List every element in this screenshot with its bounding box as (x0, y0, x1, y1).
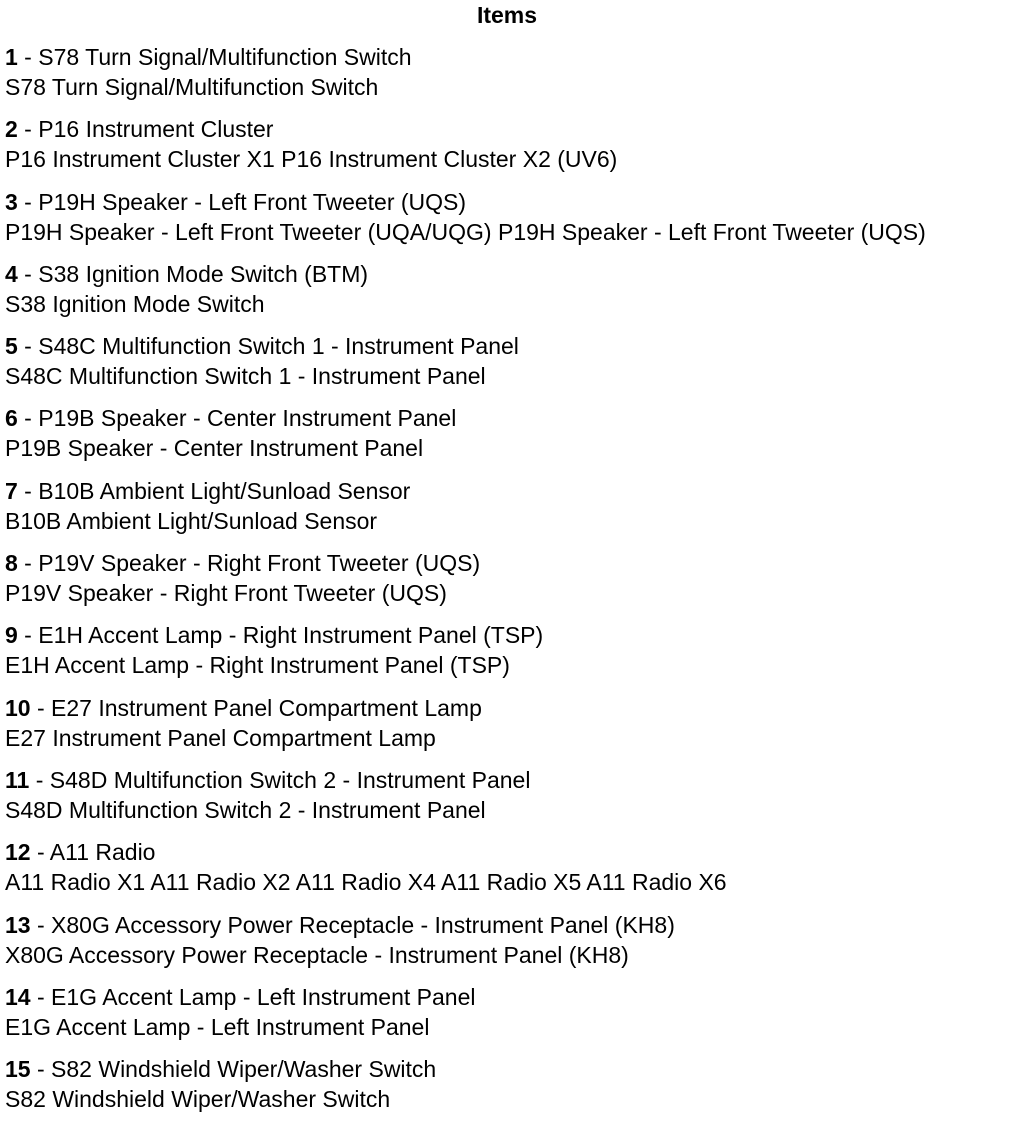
item-number: 15 (5, 1056, 31, 1083)
list-item (5, 187, 1020, 259)
item-title: X80G Accessory Power Receptacle - Instrument Panel (KH8) (51, 911, 675, 938)
item-detail: S38 Ignition Mode Switch (5, 290, 265, 317)
item-title-line (5, 693, 1020, 723)
items-heading: Items (476, 2, 538, 28)
item-separator: - (17, 44, 39, 70)
item-number: 12 (5, 839, 31, 866)
item-number: 8 (5, 550, 18, 577)
item-detail: S78 Turn Signal/Multifunction Switch (5, 74, 379, 100)
list-item (5, 982, 1020, 1054)
item-separator: - (30, 911, 52, 938)
list-item (5, 910, 1020, 982)
item-separator: - (17, 188, 39, 215)
item-title-line (5, 982, 1020, 1012)
item-detail: A11 Radio X1 A11 Radio X2 A11 Radio X4 A11 Radio X5 A11 Radio X6 (5, 869, 727, 896)
item-detail: P19H Speaker - Left Front Tweeter (UQA/UQG) P19H Speaker - Left Front Tweeter (UQS) (5, 218, 926, 245)
item-number: 1 (5, 44, 18, 70)
item-detail: E1G Accent Lamp - Left Instrument Panel (5, 1013, 430, 1040)
list-item (5, 765, 1020, 837)
item-detail: P19B Speaker - Center Instrument Panel (5, 435, 424, 462)
item-title-line (5, 837, 1020, 867)
item-detail: E27 Instrument Panel Compartment Lamp (5, 724, 436, 751)
list-item (5, 259, 1020, 331)
item-separator: - (17, 333, 39, 360)
list-item (5, 114, 1020, 186)
item-separator: - (17, 550, 39, 577)
item-number: 11 (5, 766, 30, 793)
item-number: 2 (5, 116, 18, 143)
item-title-line (5, 765, 1020, 795)
list-item (5, 42, 1020, 114)
item-title: E1G Accent Lamp - Left Instrument Panel (51, 983, 476, 1010)
item-detail: P19V Speaker - Right Front Tweeter (UQS) (5, 580, 447, 607)
item-title-line (5, 187, 1020, 217)
item-number: 5 (5, 333, 18, 360)
item-title-line (5, 114, 1020, 144)
item-separator: - (30, 694, 52, 721)
item-title: S82 Windshield Wiper/Washer Switch (51, 1056, 437, 1083)
list-item (5, 403, 1020, 475)
item-title-line (5, 1054, 1020, 1084)
item-separator: - (17, 116, 39, 143)
item-title-line (5, 548, 1020, 578)
item-title-line (5, 620, 1020, 650)
item-separator: - (30, 983, 52, 1010)
item-title-line (5, 476, 1020, 506)
item-title-line (5, 403, 1020, 433)
item-title-line (5, 331, 1020, 361)
item-title: S78 Turn Signal/Multifunction Switch (38, 44, 412, 70)
item-detail: B10B Ambient Light/Sunload Sensor (5, 507, 378, 534)
item-title: A11 Radio (49, 839, 156, 866)
item-title: P19V Speaker - Right Front Tweeter (UQS) (38, 550, 481, 577)
item-title: S48C Multifunction Switch 1 - Instrument Panel (38, 333, 519, 360)
list-item (5, 476, 1020, 548)
item-title: E1H Accent Lamp - Right Instrument Panel (TSP) (38, 622, 544, 649)
item-number: 9 (5, 622, 18, 649)
item-title-line (5, 42, 1020, 72)
item-number: 7 (5, 477, 18, 504)
item-number: 3 (5, 188, 18, 215)
list-item (5, 548, 1020, 620)
item-title: P19H Speaker - Left Front Tweeter (UQS) (38, 188, 467, 215)
item-title: E27 Instrument Panel Compartment Lamp (51, 694, 482, 721)
item-title: B10B Ambient Light/Sunload Sensor (38, 477, 411, 504)
item-title-line (5, 259, 1020, 289)
item-separator: - (30, 1056, 52, 1083)
item-title-line (5, 910, 1020, 940)
item-separator: - (29, 766, 50, 793)
list-item (5, 620, 1020, 692)
item-title: S38 Ignition Mode Switch (BTM) (38, 260, 369, 287)
item-detail: S48C Multifunction Switch 1 - Instrument Panel (5, 363, 486, 390)
item-title: S48D Multifunction Switch 2 - Instrument Panel (49, 766, 531, 793)
item-number: 14 (5, 983, 31, 1010)
item-number: 10 (5, 694, 31, 721)
list-item (5, 1054, 1020, 1126)
list-item (5, 693, 1020, 765)
item-number: 4 (5, 260, 18, 287)
item-detail: S48D Multifunction Switch 2 - Instrument Panel (5, 796, 486, 823)
item-separator: - (17, 260, 39, 287)
item-detail: E1H Accent Lamp - Right Instrument Panel (TSP) (5, 652, 510, 679)
item-detail: S82 Windshield Wiper/Washer Switch (5, 1086, 391, 1113)
item-separator: - (17, 405, 39, 432)
list-item (5, 331, 1020, 403)
item-title: P19B Speaker - Center Instrument Panel (38, 405, 457, 432)
item-number: 13 (5, 911, 31, 938)
item-number: 6 (5, 405, 18, 432)
item-separator: - (17, 477, 39, 504)
item-detail: P16 Instrument Cluster X1 P16 Instrument Cluster X2 (UV6) (5, 146, 618, 173)
item-detail: X80G Accessory Power Receptacle - Instrument Panel (KH8) (5, 941, 629, 968)
items-list (5, 42, 1020, 1126)
list-item (5, 837, 1020, 909)
item-title: P16 Instrument Cluster (38, 116, 274, 143)
item-separator: - (30, 839, 50, 866)
item-separator: - (17, 622, 39, 649)
